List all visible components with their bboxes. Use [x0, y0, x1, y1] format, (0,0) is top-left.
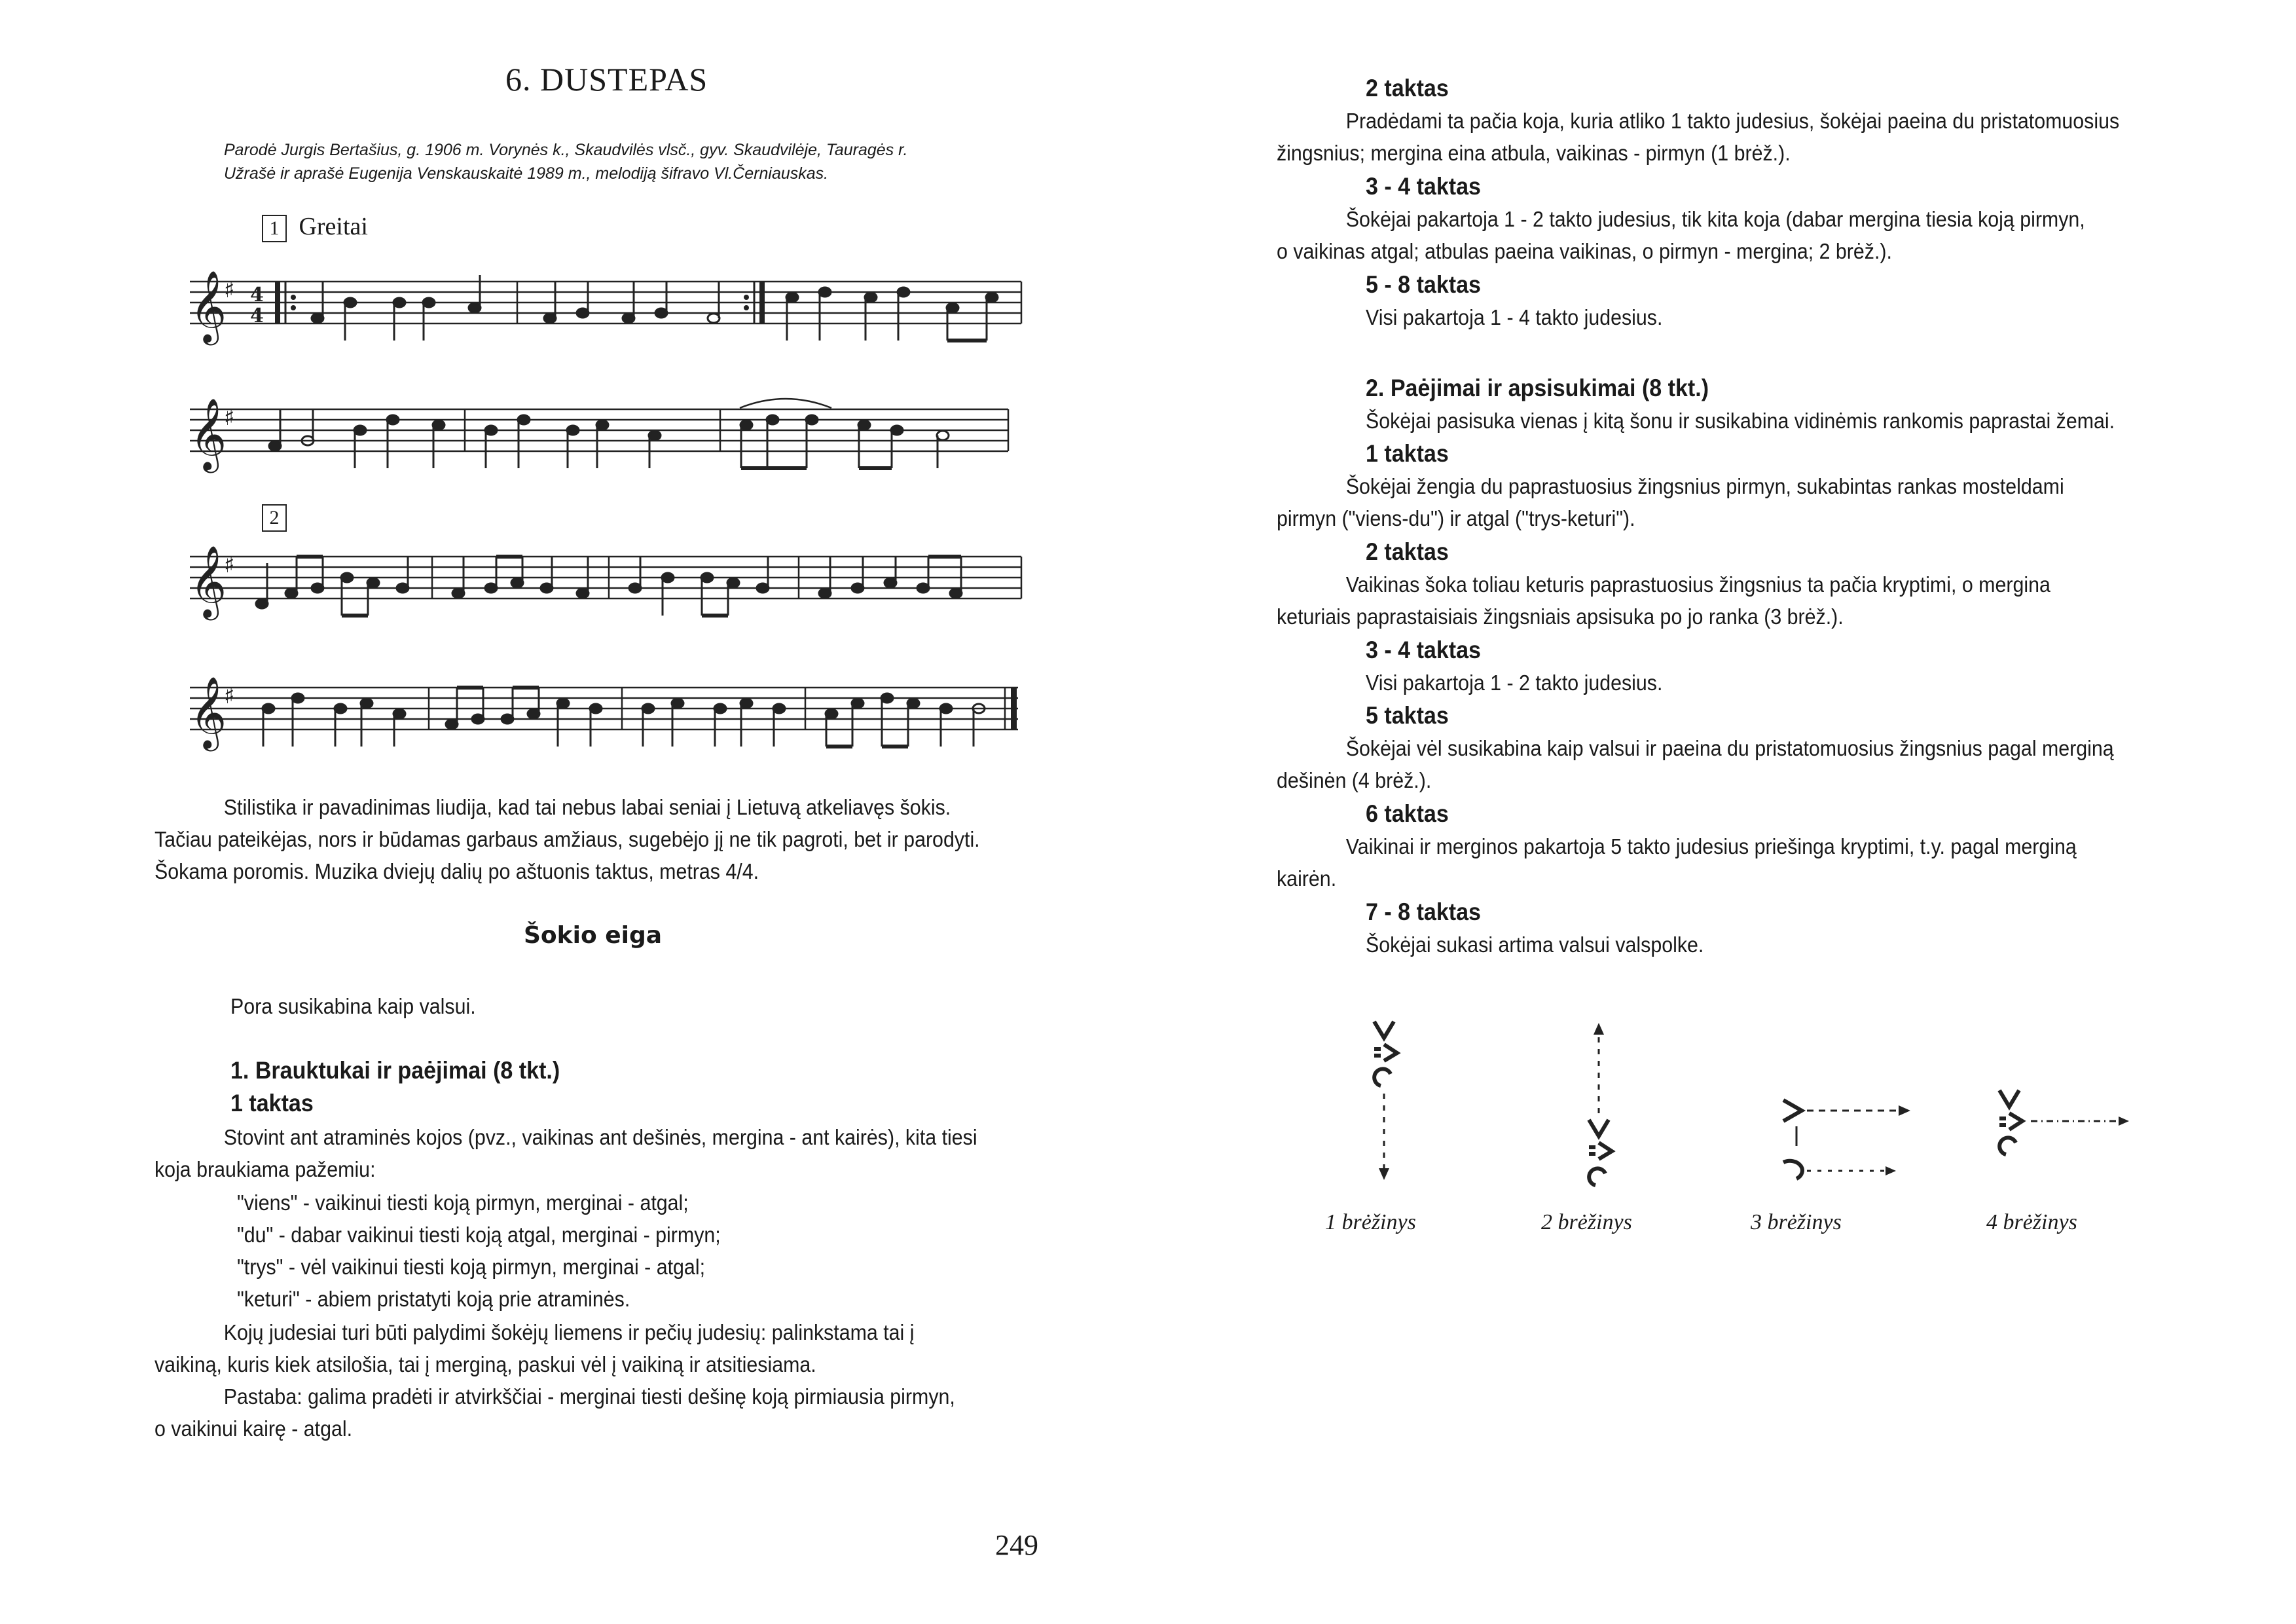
- intro-line-1: Stilistika ir pavadinimas liudija, kad tai nebus labai seniai į Lietuvą atkeliavęs šokis.: [223, 795, 951, 819]
- p2-bar-6-line-1: Vaikinai ir merginos pakartoja 5 takto judesius priešinga kryptimi, t.y. pagal merginą: [1345, 834, 2077, 858]
- bar-2-line-1: Pradėdami ta pačia koja, kuria atliko 1 takto judesius, šokėjai paeina du pristatomuosius: [1345, 109, 2120, 133]
- bar-3-4-heading: 3 - 4 taktas: [1366, 173, 1481, 200]
- source-line-1: Parodė Jurgis Bertašius, g. 1906 m. Vorynės k., Skaudvilės vlsč., gyv. Skaudvilėje, Tauragės r.: [224, 141, 908, 159]
- bar-1-line-1: Stovint ant atraminės kojos (pvz., vaikinas ant dešinės, mergina - ant kairės), kita tiesi: [223, 1125, 977, 1149]
- svg-text:4: 4: [250, 284, 264, 306]
- diagram-1: [1345, 1008, 1436, 1192]
- diagram-3-caption: 3 brėžinys: [1751, 1210, 1842, 1234]
- music-staff-3: [177, 537, 1028, 635]
- pora-line: Pora susikabina kaip valsui.: [230, 994, 476, 1018]
- p2-bar-7-8-heading: 7 - 8 taktas: [1366, 898, 1481, 925]
- diagram-2-caption: 2 brėžinys: [1541, 1210, 1632, 1234]
- p2-bar-1-line-2: pirmyn ("viens-du") ir atgal ("trys-keturi").: [1277, 506, 1635, 530]
- legs-paragraph: [155, 1316, 1028, 1445]
- diagram-1-caption: 1 brėžinys: [1325, 1210, 1416, 1234]
- p2-bar-2-text: [1277, 568, 2132, 633]
- sharp-icon: ♯: [224, 683, 235, 709]
- part-2-line-1: Šokėjai pasisuka vienas į kitą šonu ir susikabina vidinėmis rankomis paprastai žemai.: [1366, 409, 2115, 433]
- intro-paragraph: [155, 791, 1022, 887]
- p2-bar-3-4-line-1: Visi pakartoja 1 - 2 takto judesius.: [1366, 671, 1663, 695]
- bar-1-text: [155, 1121, 1028, 1185]
- bar-2-text: [1277, 105, 2132, 169]
- music-staff-2: [177, 390, 1028, 488]
- tempo-marking: Greitai: [299, 213, 368, 240]
- sharp-icon: ♯: [224, 552, 235, 578]
- legs-line-1: Kojų judesiai turi būti palydimi šokėjų liemens ir pečių judesių: palinkstama tai į: [223, 1320, 915, 1344]
- music-staff-1: [177, 262, 1028, 360]
- p2-bar-5-heading: 5 taktas: [1366, 702, 1449, 729]
- p2-bar-5-text: [1277, 732, 2132, 796]
- count-line-keturi: "keturi" - abiem pristatyti koją prie atraminės.: [237, 1287, 630, 1311]
- bar-5-8-line-1: Visi pakartoja 1 - 4 takto judesius.: [1366, 305, 1663, 329]
- p2-bar-2-line-1: Vaikinas šoka toliau keturis paprastuosius žingsnius ta pačia kryptimi, o mergina: [1345, 572, 2050, 597]
- bar-1-line-2: koja braukiama pažemiu:: [155, 1157, 376, 1181]
- p2-bar-6-line-2: kairėn.: [1277, 866, 1337, 891]
- p2-bar-5-line-1: Šokėjai vėl susikabina kaip valsui ir paeina du pristatomuosius žingsnius pagal merginą: [1345, 736, 2114, 760]
- sharp-icon: ♯: [224, 405, 235, 431]
- note-line-2: o vaikinui kairę - atgal.: [155, 1416, 353, 1441]
- section-heading: Šokio eiga: [524, 922, 663, 949]
- intro-line-3: Šokama poromis. Muzika dviejų dalių po aštuonis taktus, metras 4/4.: [155, 859, 759, 883]
- part-1-number: 1: [262, 215, 287, 242]
- p2-bar-1-text: [1277, 470, 2132, 534]
- right-page: [1148, 0, 2296, 1624]
- p2-bar-2-heading: 2 taktas: [1366, 538, 1449, 565]
- diagram-4: [1986, 1080, 2143, 1179]
- diagram-4-caption: 4 brėžinys: [1986, 1210, 2077, 1234]
- note-line-1: Pastaba: galima pradėti ir atvirkščiai - merginai tiesti dešinę koją pirmiausia pirmyn,: [223, 1384, 955, 1409]
- p2-bar-5-line-2: dešinėn (4 brėž.).: [1277, 768, 1432, 792]
- svg-text:4: 4: [250, 304, 264, 327]
- p2-bar-2-line-2: keturiais paprastaisiais žingsniais apsisuka po jo ranka (3 brėž.).: [1277, 604, 1844, 629]
- treble-clef-icon: 𝄞: [190, 676, 227, 748]
- p2-bar-7-8-line-1: Šokėjai sukasi artima valsui valspolke.: [1366, 932, 1704, 957]
- bar-3-4-text: [1277, 203, 2132, 267]
- part-2-heading: 2. Paėjimai ir apsisukimai (8 tkt.): [1366, 375, 1709, 401]
- count-line-viens: "viens" - vaikinui tiesti koją pirmyn, merginai - atgal;: [237, 1190, 689, 1215]
- p2-bar-1-heading: 1 taktas: [1366, 440, 1449, 467]
- treble-clef-icon: 𝄞: [190, 270, 227, 342]
- count-line-trys: "trys" - vėl vaikinui tiesti koją pirmyn, merginai - atgal;: [237, 1255, 706, 1279]
- diagram-2: [1553, 1022, 1645, 1198]
- bar-2-line-2: žingsnius; mergina eina atbula, vaikinas - pirmyn (1 brėž.).: [1277, 141, 1791, 165]
- diagram-3: [1770, 1087, 1921, 1198]
- bar-3-4-line-1: Šokėjai pakartoja 1 - 2 takto judesius, tik kita koja (dabar mergina tiesia koją pirmyn,: [1345, 207, 2085, 231]
- part-2-marker: [262, 504, 287, 532]
- treble-clef-icon: 𝄞: [190, 545, 227, 618]
- part-1-marker: [262, 212, 368, 242]
- page-number: 249: [995, 1529, 1038, 1561]
- sharp-icon: ♯: [224, 277, 235, 303]
- p2-bar-3-4-heading: 3 - 4 taktas: [1366, 637, 1481, 663]
- bar-3-4-line-2: o vaikinas atgal; atbulas paeina vaikinas, o pirmyn - mergina; 2 brėž.).: [1277, 239, 1892, 263]
- p2-bar-6-heading: 6 taktas: [1366, 800, 1449, 827]
- legs-line-2: vaikiną, kuris kiek atsilošia, tai į merginą, paskui vėl į vaikiną ir atsitiesiama.: [155, 1352, 816, 1376]
- count-list: [237, 1187, 721, 1315]
- part-2-number: 2: [262, 504, 287, 532]
- bar-2-heading: 2 taktas: [1366, 75, 1449, 101]
- bar-5-8-heading: 5 - 8 taktas: [1366, 271, 1481, 298]
- p2-bar-6-text: [1277, 830, 2132, 895]
- count-line-du: "du" - dabar vaikinui tiesti koją atgal, merginai - pirmyn;: [237, 1223, 721, 1247]
- bar-1-heading: 1 taktas: [230, 1090, 314, 1116]
- p2-bar-1-line-1: Šokėjai žengia du paprastuosius žingsnius pirmyn, sukabintas rankas mosteldami: [1345, 474, 2064, 498]
- treble-clef-icon: 𝄞: [190, 398, 227, 470]
- dance-title: 6. DUSTEPAS: [505, 61, 708, 98]
- music-staff-4: [177, 668, 1028, 766]
- part-1-heading: 1. Brauktukai ir paėjimai (8 tkt.): [230, 1057, 560, 1084]
- intro-line-2: Tačiau pateikėjas, nors ir būdamas garbaus amžiaus, sugebėjo jį ne tik pagroti, bet ir parodyti.: [155, 827, 980, 851]
- source-line-2: Užrašė ir aprašė Eugenija Venskauskaitė 1989 m., melodiją šifravo Vl.Černiauskas.: [224, 164, 829, 183]
